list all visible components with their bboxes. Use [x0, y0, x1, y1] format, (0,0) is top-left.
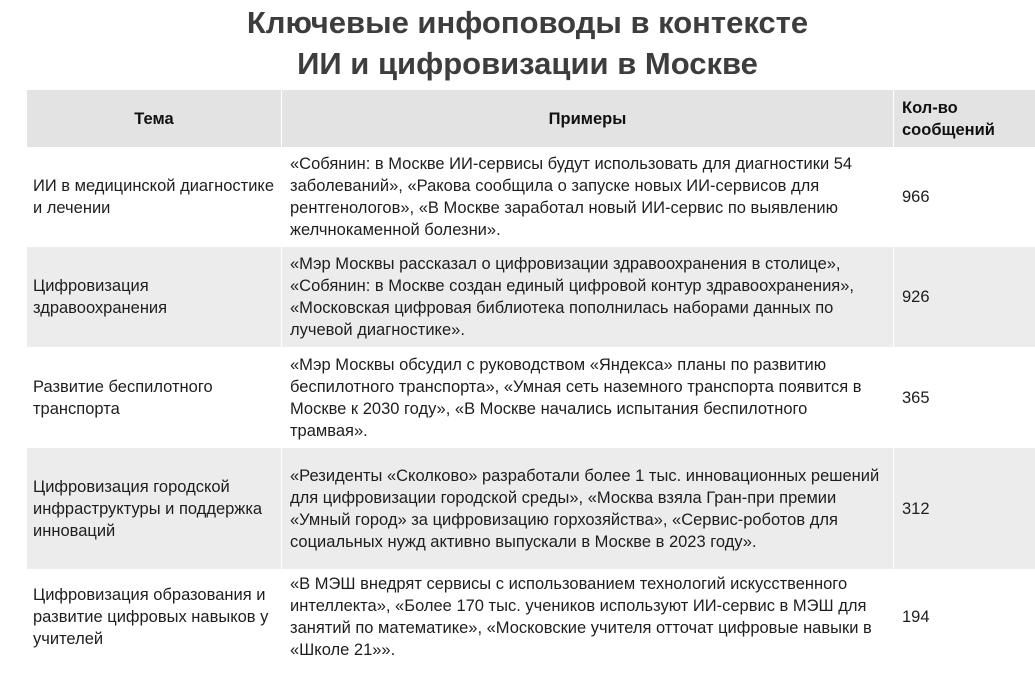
table-row: [27, 569, 1035, 665]
count-cell: 966: [893, 147, 1035, 247]
table-row: [27, 147, 1035, 247]
title-line-2: ИИ и цифровизации в Москве: [297, 46, 758, 81]
count-cell: 194: [893, 569, 1035, 665]
header-topic: Тема: [27, 90, 281, 147]
examples-cell: «Собянин: в Москве ИИ-сервисы будут использовать для диагностики 54 заболеваний», «Ракова сообщила о запуске новых ИИ-сервисов для рентгенологов», «В Москве заработал новый ИИ-сервис по выявлению желчнокаменной болезни».: [281, 147, 893, 247]
header-examples: Примеры: [281, 90, 893, 147]
page-title: [20, 0, 1035, 84]
table-row: [27, 247, 1035, 347]
examples-cell: «Мэр Москвы обсудил с руководством «Яндекса» планы по развитию беспилотного транспорта», «Умная сеть наземного транспорта появится в Москве к 2030 году», «В Москве начались испытания беспилотного трамвая».: [281, 347, 893, 448]
topic-cell: ИИ в медицинской диагностике и лечении: [33, 177, 274, 217]
examples-cell: «Резиденты «Сколково» разработали более 1 тыс. инновационных решений для цифровизации городской среды», «Москва взяла Гран-при премии «Умный город» за цифровизацию горхозяйства», «Сервис-роботов для социальных нужд активно выпускали в Москве в 2023 году».: [281, 448, 893, 569]
count-cell: 312: [893, 448, 1035, 569]
topic-cell: Развитие беспилотного транспорта: [33, 377, 213, 418]
table-header-row: [27, 90, 1035, 147]
examples-cell: «В МЭШ внедрят сервисы с использованием технологий искусственного интеллекта», «Более 170 тыс. учеников используют ИИ-сервис в МЭШ для занятий по математике», «Московские учителя отточат цифровые навыки в «Школе 21»».: [281, 569, 893, 665]
title-line-1: Ключевые инфоповоды в контексте: [246, 5, 809, 40]
topic-cell: Цифровизация здравоохранения: [27, 247, 281, 347]
table-row: [27, 448, 1035, 569]
news-topics-table: [27, 90, 1035, 665]
topic-cell: Цифровизация образования и развитие цифровых навыков у учителей: [33, 586, 269, 648]
count-cell: 926: [893, 247, 1035, 347]
topic-cell: Цифровизация городской инфраструктуры и поддержка инноваций: [27, 448, 281, 569]
examples-cell: «Мэр Москвы рассказал о цифровизации здравоохранения в столице», «Собянин: в Москве создан единый цифровой контур здравоохранения», «Московская цифровая библиотека пополнилась наборами данных по лучевой диагностике».: [281, 247, 893, 347]
table-row: [27, 347, 1035, 448]
count-cell: 365: [893, 347, 1035, 448]
header-count: Кол-во сообщений: [893, 90, 1035, 147]
